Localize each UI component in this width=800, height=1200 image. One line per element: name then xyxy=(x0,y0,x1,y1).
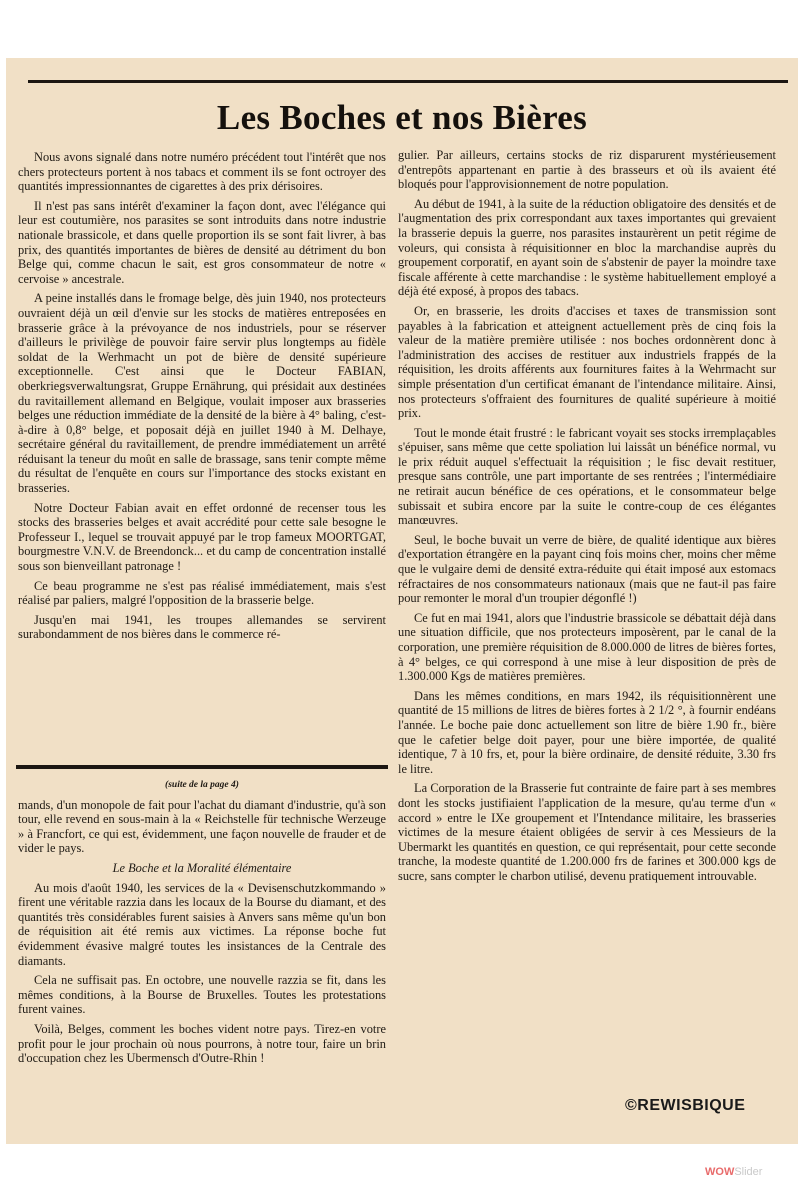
left-continuation xyxy=(18,778,386,1071)
subheading: Le Boche et la Moralité élémentaire xyxy=(112,860,292,875)
paragraph: Or, en brasserie, les droits d'accises et taxes de transmission sont payables à la fabrication et atteignent actuellement près de cinq fois la valeur de la matière première utilisée : nos boches ordonnèrent donc à l'administration des accises de restituer aux industriels frappés de la réquisition, les droits afférents aux fournitures faites à la Wehrmacht sur simple présentation d'un certificat émanant de l'intendance militaire. Ainsi, nos protecteurs s'offraient des fournitures de qualité supérieure à moitié prix. xyxy=(398,303,776,421)
paragraph: Dans les mêmes conditions, en mars 1942, ils réquisitionnèrent une quantité de 15 millions de litres de bières fortes à 2 1/2 °, à fournir endéans l'année. Le boche paie donc actuellement son litre de bière 1.90 fr., bière que le cafetier belge doit payer, pour une bière importée, de qualité identique, 7 à 10 frs, et, pour la bière ordinaire, de densité réduite, 3.30 frs le litre. xyxy=(398,688,776,776)
paragraph: Jusqu'en mai 1941, les troupes allemandes se servirent surabondamment de nos bières dans le commerce ré- xyxy=(18,612,386,642)
section-divider xyxy=(16,765,388,769)
paragraph: Ce fut en mai 1941, alors que l'industrie brassicole se débattait déjà dans une situation difficile, que nos protecteurs imposèrent, par le canal de la corporation, une première réquisition de 8.000.000 de litres de bières fortes, à 4° belges, ce qui correspond à une mise à leur disposition de près de 1.300.000 Kgs de matières premières. xyxy=(398,610,776,684)
paragraph: A peine installés dans le fromage belge, dès juin 1940, nos protecteurs ouvraient déjà un œil d'envie sur les stocks de matières entreposées en brasserie grâce à la prévoyance de nos industriels, pour se réserver d'ailleurs le privilège de pouvoir faire servir plus longtemps au fidèle soldat de la Werhmacht un pot de bière de densité supérieure exceptionnelle. C'est ainsi que le Docteur FABIAN, oberkriegsverwaltungsrat, Gruppe Ernährung, qui présidait aux destinées du ravitaillement allemand en Belgique, voulait imposer aux brasseries belges une réduction immédiate de la densité de la bière à 4° baling, c'est-à-dire à 0,8° belge, et poposait déjà en juillet 1940 à M. Delhaye, secrétaire général du ravitaillement, de prendre immédiatement un arrêté réduisant la teneur du moût en salle de brassage, sans tenir compte même du résultat de l'enquête en cours sur l'importance des stocks existant en brasseries. xyxy=(18,291,386,496)
right-column xyxy=(398,148,776,889)
paragraph: Au début de 1941, à la suite de la réduction obligatoire des densités et de l'augmentation des prix correspondant aux taxes importantes qui grevaient la brasserie depuis la guerre, nos parasites instaurèrent un petit régime de voleurs, qui consista à réquisitionner en bloc la marchandise auprès du groupement corporatif, en ayant soin de s'abstenir de payer la moindre taxe fiscale afférente à cette marchandise : le système habituellement employé a déjà été exposé, à propos des tabacs. xyxy=(398,196,776,299)
newspaper-page xyxy=(6,58,798,1144)
paragraph: Il n'est pas sans intérêt d'examiner la façon dont, avec l'élégance qui leur est coutumière, nos parasites se sont introduits dans notre industrie nationale brassicole, et dans quelle proportion ils se sont fait livrer, à bas prix, des quantités importantes de bières de densité au détriment du bon Belge qui, comme chacun le sait, est gros consommateur de notre « cervoise » ancestrale. xyxy=(18,198,386,286)
continuation-note: (suite de la page 4) xyxy=(165,780,239,790)
paragraph: Au mois d'août 1940, les services de la « Devisenschutzkommando » firent une véritable razzia dans les locaux de la Bourse du diamant, et des quantités très considérables furent saisies à Anvers sans même qu'un bon de réquisition ait été remis aux victimes. La réponse boche fut évidemment évasive malgré toutes les insistances de la Centrale des diamants. xyxy=(18,880,386,968)
wowslider-logo[interactable] xyxy=(705,1166,762,1178)
paragraph: Seul, le boche buvait un verre de bière, de qualité identique aux bières d'exportation étrangère en la payant cinq fois moins cher, moins cher même que le vulgaire demi de densité extra-réduite qui était imposé aux estomacs réfractaires de nos consommateurs nationaux (mais que ne faut-il pas faire pour remonter le moral d'un troupier dégonflé !) xyxy=(398,532,776,606)
paragraph: Notre Docteur Fabian avait en effet ordonné de recenser tous les stocks des brasseries belges et avait accrédité pour cette sale besogne le Professeur I., lequel se trouvait appuyé par le trop fameux MOORTGAT, bourgmestre V.N.V. de Breendonck... et du camp de concentration installé sous son bienveillant patronage ! xyxy=(18,500,386,574)
copyright-watermark: ©REWISBIQUE xyxy=(625,1097,746,1114)
paragraph: La Corporation de la Brasserie fut contrainte de faire part à ses membres dont les stocks justifiaient l'application de la mesure, qu'au terme d'un « accord » entre le IXe groupement et l'Intendance militaire, les brasseries victimes de la mesure étaient obligées de servir à ces Messieurs de la Ubermarkt les quantités en question, ce qui représentait, pour cette seconde tranche, la modeste quantité de 1.200.000 frs de farines et 300.000 kgs de sucre, sans compter le charbon utilisé, devenu pratiquement introuvable. xyxy=(398,781,776,883)
paragraph: gulier. Par ailleurs, certains stocks de riz disparurent mystérieusement d'entrepôts appartenant en partie à des brasseurs et où ils avaient été bloqués pour l'approvisionnement de notre population. xyxy=(398,148,776,192)
headline: Les Boches et nos Bières xyxy=(216,98,588,137)
paragraph: Cela ne suffisait pas. En octobre, une nouvelle razzia se fit, dans les mêmes conditions, à la Bourse de Bruxelles. Toutes les protestations furent vaines. xyxy=(18,973,386,1017)
paragraph: mands, d'un monopole de fait pour l'achat du diamant d'industrie, qu'à son tour, elle revend en sous-main à la « Reichstelle für technische Werzeuge » à Francfort, ce qui est, évidemment, une façon nouvelle de frauder et de vider le pays. xyxy=(18,797,386,856)
paragraph: Nous avons signalé dans notre numéro précédent tout l'intérêt que nos chers protecteurs portent à nos tabacs et comment ils se font octroyer des quantités impressionnantes de cigarettes à des prix dérisoires. xyxy=(18,150,386,194)
top-rule xyxy=(28,80,788,83)
paragraph: Voilà, Belges, comment les boches vident notre pays. Tirez-en votre profit pour le jour prochain où nous pourrons, à notre tour, faire un brin d'occupation chez les Ubermensch d'Outre-Rhin ! xyxy=(18,1021,386,1066)
left-column xyxy=(18,150,386,647)
paragraph: Tout le monde était frustré : le fabricant voyait ses stocks irremplaçables s'épuiser, sans même que cette spoliation lui laissât un bénéfice normal, vu le prix réduit auquel s'effectuait la réquisition ; le fisc devait restituer, presque sans contrôle, une part importante de ses rentrées ; l'intermédiaire ne retirait aucun bénéfice de ces opérations, et le consommateur belge subissait et subira encore par la suite le contre-coup de ces élégantes manœuvres. xyxy=(398,425,776,528)
logo-prefix: WOW xyxy=(705,1166,735,1178)
paragraph: Ce beau programme ne s'est pas réalisé immédiatement, mais s'est réalisé par paliers, malgré l'opposition de la brasserie belge. xyxy=(18,578,386,608)
logo-suffix: Slider xyxy=(734,1166,763,1178)
